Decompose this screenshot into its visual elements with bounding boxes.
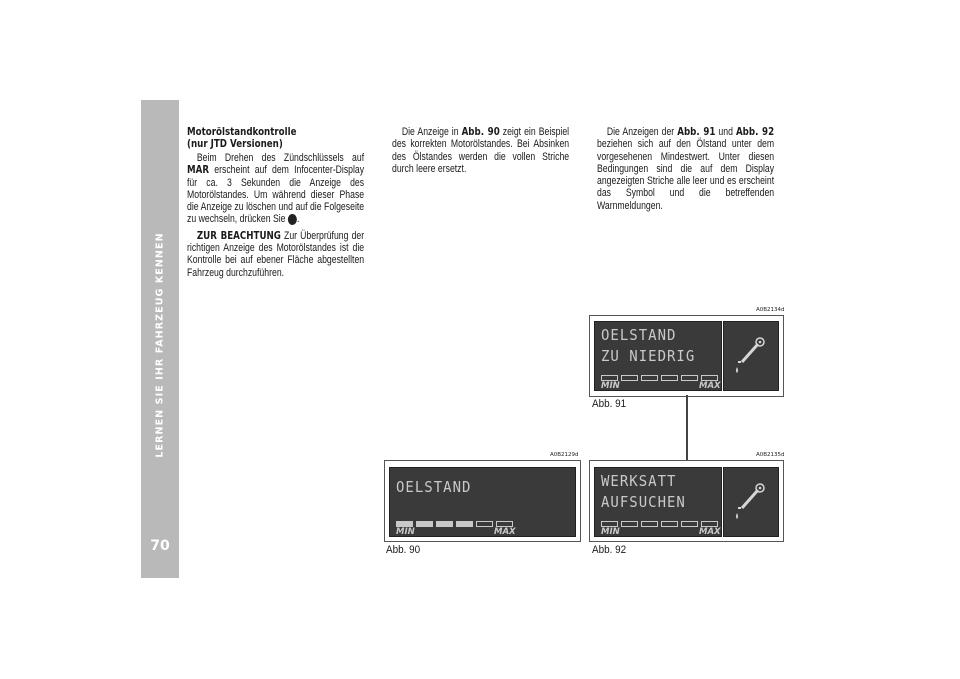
section-title: LERNEN SIE IHR FAHRZEUG KENNEN bbox=[154, 232, 166, 458]
sidebar bbox=[141, 100, 179, 578]
figure-caption-91: Abb. 91 bbox=[592, 398, 627, 410]
figure-ref-91: Abb. 91 bbox=[677, 126, 716, 138]
page-number: 70 bbox=[150, 538, 170, 554]
text: Die Anzeige in bbox=[401, 126, 462, 138]
section-heading bbox=[187, 126, 364, 150]
figure-code-91: A0B2134d bbox=[756, 307, 785, 313]
text: Die Anzeigen der bbox=[606, 126, 678, 138]
paragraph-intro bbox=[187, 152, 364, 226]
text: erscheint auf dem Infocenter-Display für ca. 3 Sekunden die Anzeige des Motorölstandes. Um während dieser Phase die Anzeige zu löschen und auf die Folgeseite zu wechseln, drücken Sie bbox=[187, 164, 365, 226]
level-bar-empty bbox=[641, 375, 658, 381]
figure-91 bbox=[589, 315, 784, 397]
note-paragraph bbox=[187, 230, 364, 279]
oil-warning-panel bbox=[723, 467, 779, 537]
text: . bbox=[296, 213, 300, 226]
connector-line bbox=[686, 395, 688, 463]
figure-92 bbox=[589, 460, 784, 542]
level-bar-empty bbox=[661, 375, 678, 381]
heading-line-1: Motorölstandkontrolle bbox=[187, 126, 297, 138]
level-bar-empty bbox=[641, 521, 658, 527]
level-bar-empty bbox=[661, 521, 678, 527]
column-2 bbox=[392, 126, 569, 175]
lcd-screen bbox=[594, 467, 722, 537]
column-1 bbox=[187, 126, 364, 279]
figure-ref-90: Abb. 90 bbox=[461, 126, 500, 138]
level-bar-full bbox=[456, 521, 473, 527]
min-label: MIN bbox=[601, 527, 620, 537]
level-bar-empty bbox=[476, 521, 493, 527]
note-text: Zur Überprüfung der richtigen Anzeige des Motorölstandes ist die Kontrolle bei auf ebener Fläche abgestellten Fahrzeug durchzuführen. bbox=[187, 229, 365, 279]
figure-caption-92: Abb. 92 bbox=[592, 544, 627, 556]
text: beziehen sich auf den Ölstand unter dem vorgesehenen Mindestwert. Unter diesen Bedingungen sind die auf dem Display angezeigten Striche alle leer und es erscheint das Symbol und die betreffenden Warnmeldungen. bbox=[597, 138, 775, 212]
level-bar-empty bbox=[681, 521, 698, 527]
lcd-screen bbox=[594, 321, 722, 391]
heading-line-2: (nur JTD Versionen) bbox=[187, 138, 283, 150]
note-label: ZUR BEACHTUNG bbox=[196, 229, 281, 242]
max-label: MAX bbox=[699, 527, 721, 537]
column-3 bbox=[597, 126, 774, 212]
lcd-line-1: OELSTAND bbox=[601, 327, 677, 345]
min-label: MIN bbox=[601, 381, 620, 391]
figure-90 bbox=[384, 460, 581, 542]
key-position-mar: MAR bbox=[187, 164, 210, 177]
level-bar-empty bbox=[621, 521, 638, 527]
figure-caption-90: Abb. 90 bbox=[386, 544, 421, 556]
lcd-line-2: ZU NIEDRIG bbox=[601, 348, 696, 366]
level-bar-empty bbox=[621, 375, 638, 381]
lcd-line-1: WERKSATT bbox=[601, 473, 677, 491]
menu-button-icon: MENU bbox=[288, 214, 297, 225]
min-label: MIN bbox=[396, 527, 415, 537]
lcd-line-1: OELSTAND bbox=[396, 479, 472, 497]
text: Beim Drehen des Zündschlüssels auf bbox=[196, 152, 365, 164]
max-label: MAX bbox=[494, 527, 516, 537]
paragraph-fig91-92 bbox=[597, 126, 774, 212]
figure-ref-92: Abb. 92 bbox=[735, 126, 775, 138]
oil-warning-panel bbox=[723, 321, 779, 391]
figure-code-92: A0B2135d bbox=[756, 452, 785, 458]
paragraph-fig90 bbox=[392, 126, 569, 175]
oil-can-icon bbox=[724, 468, 778, 536]
lcd-screen bbox=[389, 467, 576, 537]
oil-can-icon bbox=[724, 322, 778, 390]
level-bar-full bbox=[436, 521, 453, 527]
text: und bbox=[715, 126, 736, 138]
text: zeigt ein Beispiel des korrekten Motorölstandes. Bei Absinken des Ölstandes werden die vollen Striche durch leere ersetzt. bbox=[392, 126, 570, 175]
figure-code-90: A0B2129d bbox=[550, 452, 579, 458]
sidebar-title-wrap bbox=[141, 100, 179, 578]
level-bar-full bbox=[416, 521, 433, 527]
max-label: MAX bbox=[699, 381, 721, 391]
level-bar-empty bbox=[681, 375, 698, 381]
lcd-line-2: AUFSUCHEN bbox=[601, 494, 686, 512]
